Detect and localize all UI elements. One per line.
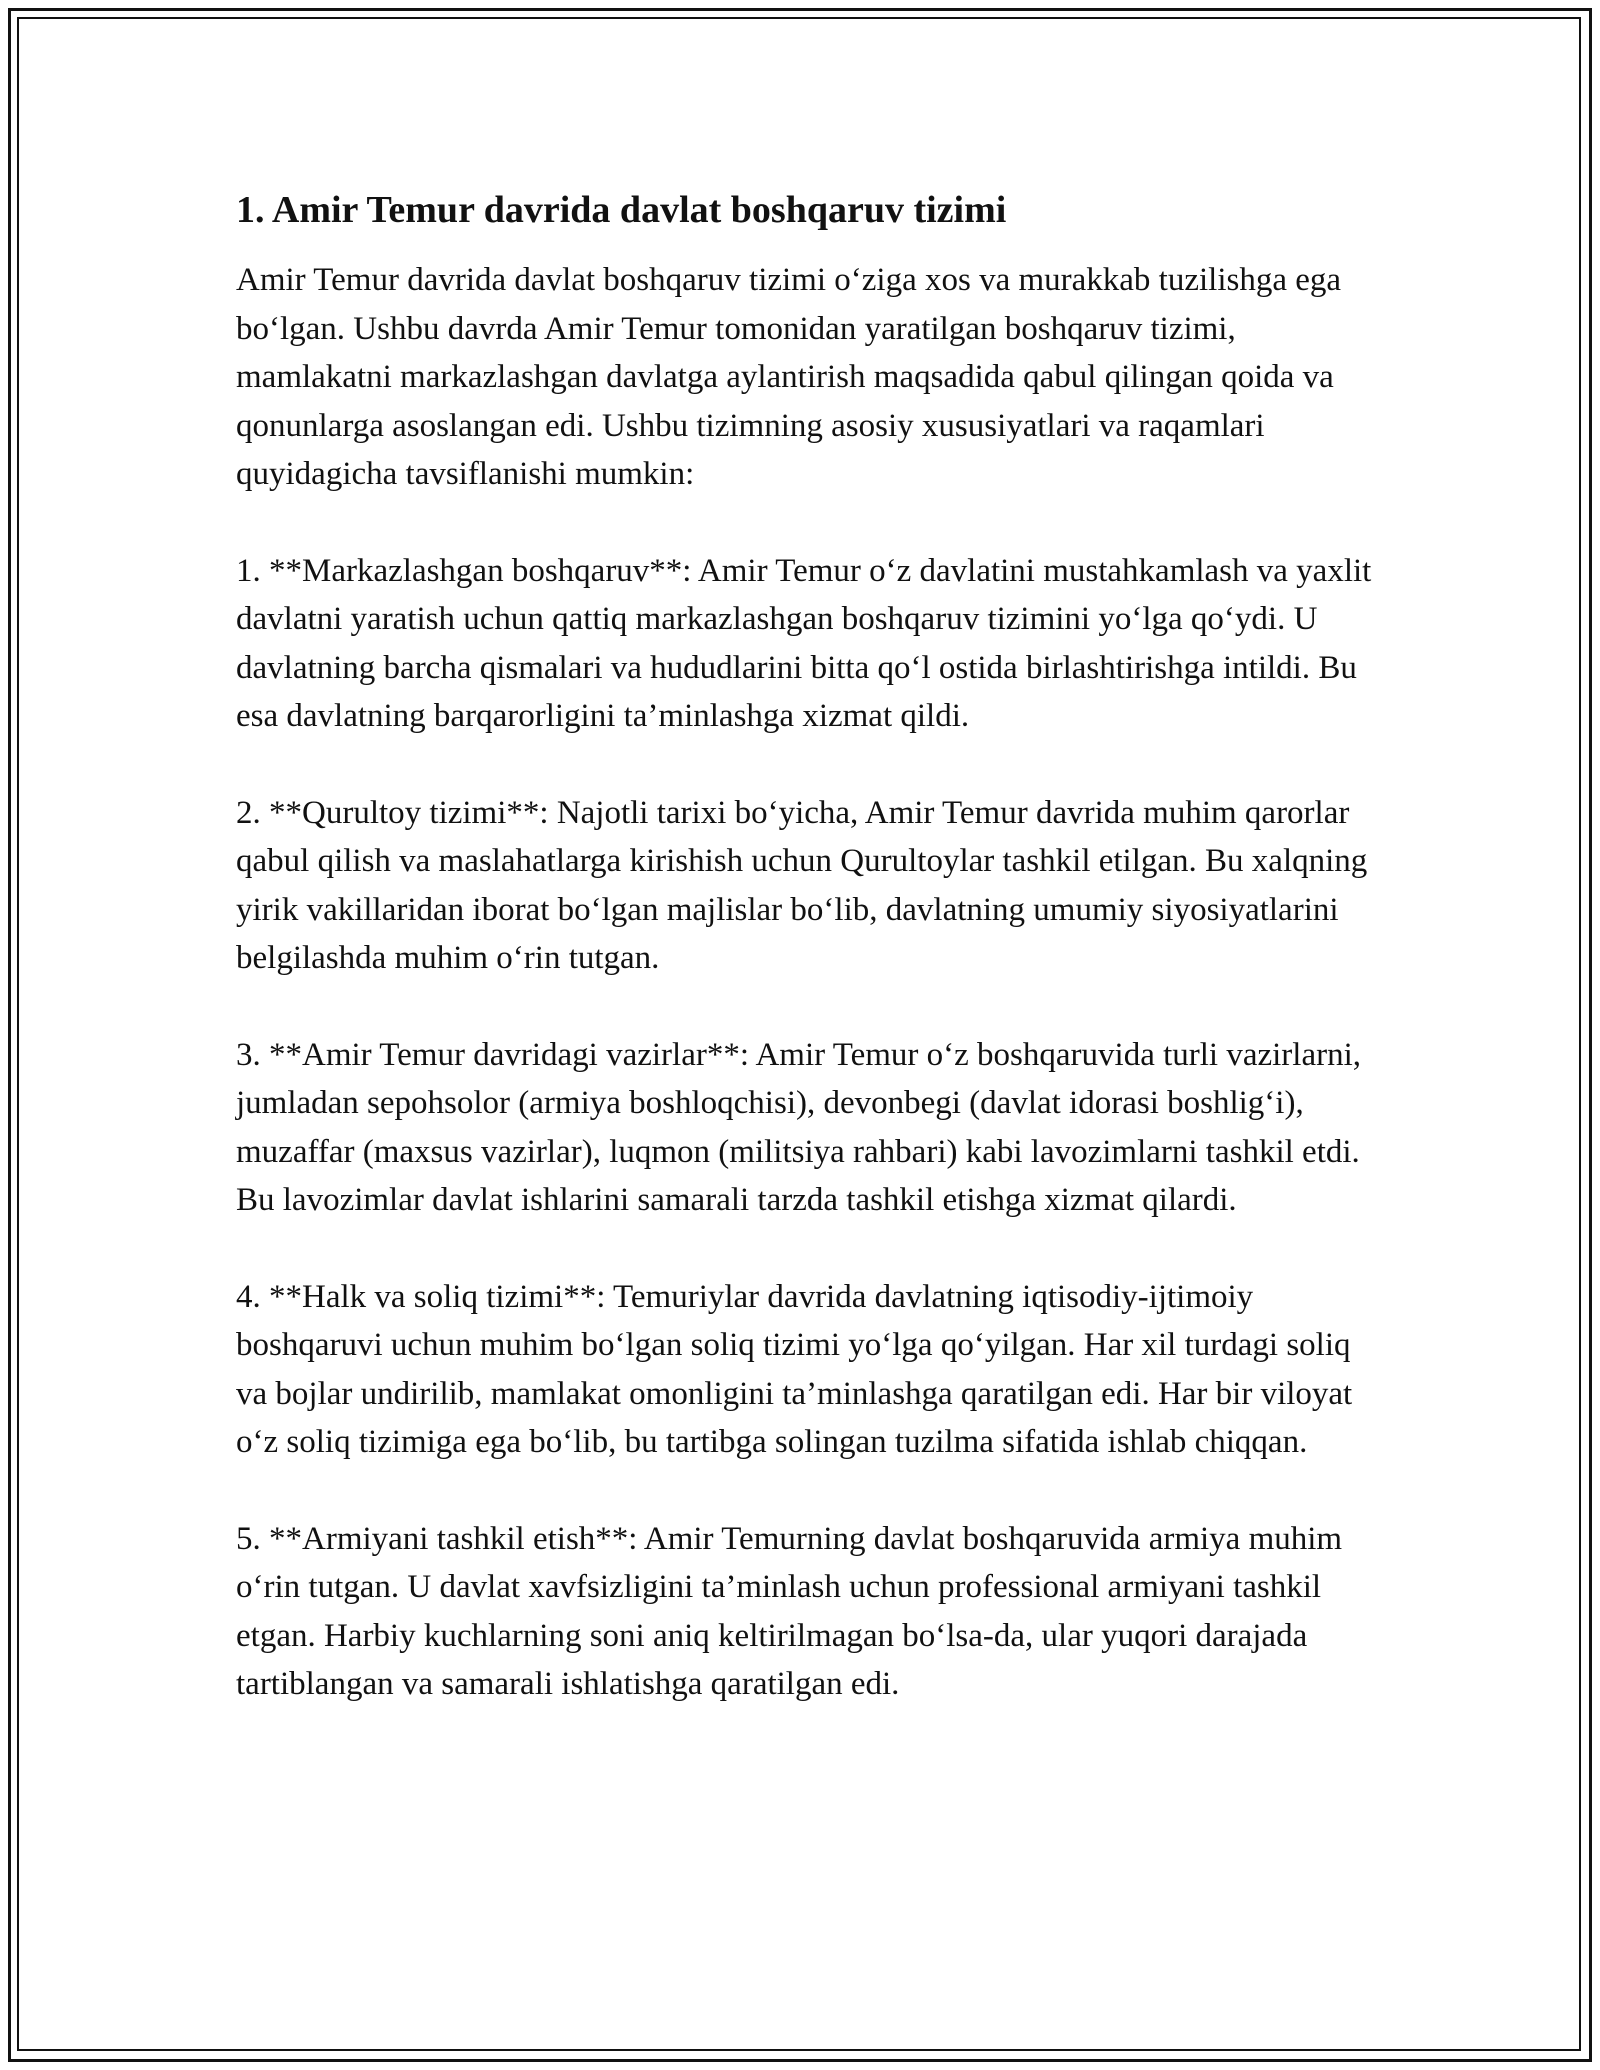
item-kurultai-system: 2. **Qurultoy tizimi**: Najotli tarixi bo‘yicha, Amir Temur davrida muhim qarorlar qabul qilish va maslahatlarga kirishish uchun Qurultoylar tashkil etilgan. Bu xalqning yirik vakillaridan iborat bo‘lgan majlislar bo‘lib, davlatning umumiy siyosiyatlarini belgilashda muhim o‘rin tutgan. [236, 794, 1368, 976]
intro-paragraph: Amir Temur davrida davlat boshqaruv tizimi o‘ziga xos va murakkab tuzilishga ega bo‘lgan. Ushbu davrda Amir Temur tomonidan yaratilgan boshqaruv tizimi, mamlakatni markazlashgan davlatga aylantirish maqsadida qabul qilingan qoida va qonunlarga asoslangan edi. Ushbu tizimning asosiy xususiyatlari va raqamlari quyidagicha tavsiflanishi mumkin: [236, 262, 1342, 492]
item-viziers: 3. **Amir Temur davridagi vazirlar**: Amir Temur o‘z boshqaruvida turli vazirlarni, jumladan sepohsolor (armiya boshloqchisi), devonbegi (davlat idorasi boshlig‘i), muzaffar (maxsus vazirlar), luqmon (militsiya rahbari) kabi lavozimlarni tashkil etdi. Bu lavozimlar davlat ishlarini samarali tarzda tashkil etishga xizmat qilardi. [236, 1036, 1362, 1218]
item-army-organization: 5. **Armiyani tashkil etish**: Amir Temurning davlat boshqaruvida armiya muhim o‘rin tutgan. U davlat xavfsizligini ta’minlash uchun professional armiyani tashkil etgan. Harbiy kuchlarning soni aniq keltirilmagan bo‘lsa-da, ular yuqori darajada tartiblangan va samarali ishlatishga qaratilgan edi. [236, 1520, 1343, 1702]
section-heading: 1. Amir Temur davrida davlat boshqaruv tizimi [236, 189, 1007, 231]
item-tax-system: 4. **Halk va soliq tizimi**: Temuriylar davrida davlatning iqtisodiy-ijtimoiy boshqaruvi uchun muhim bo‘lgan soliq tizimi yo‘lga qo‘yilgan. Har xil turdagi soliq va bojlar undirilib, mamlakat omonligini ta’minlashga qaratilgan edi. Har bir viloyat o‘z soliq tizimiga ega bo‘lib, bu tartibga solingan tuzilma sifatida ishlab chiqqan. [236, 1278, 1353, 1460]
item-centralized-governance: 1. **Markazlashgan boshqaruv**: Amir Temur o‘z davlatini mustahkamlash va yaxlit davlatni yaratish uchun qattiq markazlashgan boshqaruv tizimini yo‘lga qo‘ydi. U davlatning barcha qismalari va hududlarini bitta qo‘l ostida birlashtirishga intildi. Bu esa davlatning barqarorligini ta’minlashga xizmat qildi. [236, 552, 1372, 734]
document-page [236, 186, 1376, 1757]
